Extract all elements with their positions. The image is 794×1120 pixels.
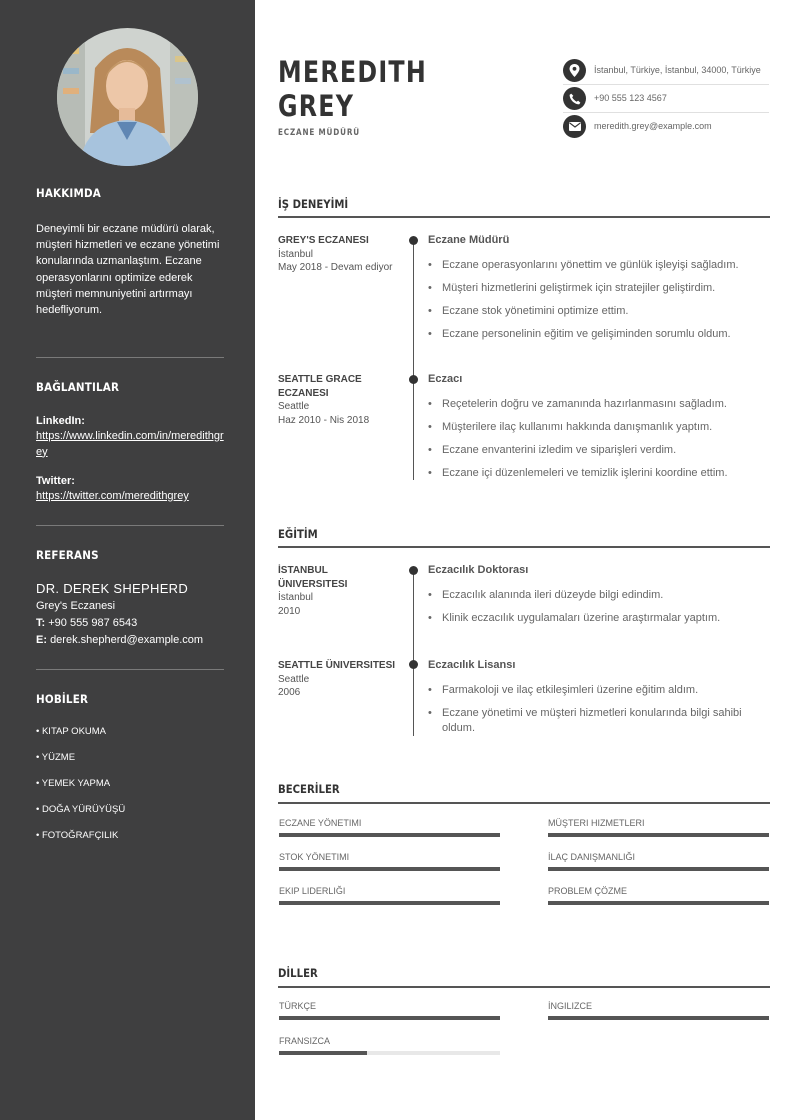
skill-bar — [548, 901, 769, 905]
divider — [563, 112, 769, 113]
language-name: İNGILIZCE — [548, 1001, 593, 1011]
phone-text: +90 555 123 4567 — [594, 93, 667, 103]
timeline-dot — [409, 236, 418, 245]
school-name: İSTANBUL ÜNIVERSITESI — [278, 565, 348, 590]
email-text[interactable]: meredith.grey@example.com — [594, 121, 712, 131]
skill-bar — [279, 867, 500, 871]
education-bullet: • Eczacılık alanında ileri düzeyde bilgi edindim. — [428, 588, 770, 603]
skill-item — [279, 852, 500, 871]
timeline-line — [413, 240, 414, 480]
language-name: TÜRKÇE — [279, 1001, 317, 1011]
section-rule — [278, 546, 770, 548]
education-bullet: • Eczane yönetimi ve müşteri hizmetleri konularında bilgi sahibi oldum. — [428, 706, 770, 736]
email-label: E: — [36, 634, 47, 646]
skill-bar-fill — [548, 833, 769, 837]
full-name — [278, 55, 427, 123]
skill-item — [279, 886, 500, 905]
school-year: 2010 — [278, 605, 301, 617]
skill-name: STOK YÖNETIMI — [279, 852, 350, 862]
reference-company: Grey's Eczanesi — [36, 600, 116, 612]
section-rule — [278, 802, 770, 804]
about-text: Deneyimli bir eczane müdürü olarak, müşteri hizmetleri ve eczane yönetimi konularında uzmanlaştım. Eczane operasyonlarını optimize ederek müşteri memnuniyetini artırmayı hedefliyorum. — [36, 223, 220, 317]
language-item — [279, 1036, 500, 1055]
reference-block — [36, 581, 224, 649]
language-bar-fill — [279, 1016, 500, 1020]
skill-name: EKIP LIDERLIĞI — [279, 886, 346, 896]
skills-heading: BECERİLER — [278, 782, 340, 796]
experience-org — [278, 234, 396, 275]
about-heading: HAKKIMDA — [36, 186, 101, 200]
about-section — [36, 186, 224, 200]
links-heading: BAĞLANTILAR — [36, 380, 120, 394]
timeline-dot — [409, 375, 418, 384]
reference-name: DR. DEREK SHEPHERD — [36, 581, 189, 596]
skill-bar-fill — [279, 867, 500, 871]
languages-heading: DİLLER — [278, 966, 318, 980]
degree-name: Eczacılık Lisansı — [428, 659, 516, 671]
job-bullet: • Eczane operasyonlarını yönettim ve günlük işleyişi sağladım. — [428, 258, 770, 273]
company-location: İstanbul — [278, 248, 314, 260]
twitter-link[interactable]: https://twitter.com/meredithgrey — [36, 490, 189, 502]
school-name: SEATTLE ÜNIVERSITESI — [278, 660, 396, 671]
job-bullet: • Müşteri hizmetlerini geliştirmek için stratejiler geliştirdim. — [428, 281, 770, 296]
education-heading: EĞİTİM — [278, 527, 318, 541]
hobbies-list — [36, 726, 224, 856]
job-bullet: • Eczane envanterini izledim ve siparişleri verdim. — [428, 443, 770, 458]
job-dates: May 2018 - Devam ediyor — [278, 262, 393, 273]
skill-bar — [279, 901, 500, 905]
sidebar — [0, 0, 255, 1120]
divider — [36, 669, 224, 670]
timeline-dot — [409, 566, 418, 575]
language-bar — [279, 1051, 500, 1055]
job-role: Eczacı — [428, 373, 463, 385]
envelope-icon — [563, 115, 586, 138]
contact-email — [563, 115, 769, 138]
section-rule — [278, 986, 770, 988]
hobby-item: • FOTOĞRAFÇILIK — [36, 830, 119, 841]
profile-photo — [57, 28, 198, 166]
reference-phone-value: +90 555 987 6543 — [48, 617, 138, 629]
hobby-item: • YÜZME — [36, 752, 76, 763]
link-twitter — [36, 475, 224, 505]
language-bar-fill — [279, 1051, 367, 1055]
address-text: İstanbul, Türkiye, İstanbul, 34000, Türkiye — [594, 65, 761, 75]
skill-name: MÜŞTERI HIZMETLERI — [548, 818, 645, 828]
section-rule — [278, 216, 770, 218]
first-name: MEREDITH — [278, 55, 428, 89]
language-bar — [279, 1016, 500, 1020]
job-dates: Haz 2010 - Nis 2018 — [278, 414, 370, 426]
skill-bar-fill — [548, 867, 769, 871]
skill-item — [548, 886, 769, 905]
contact-address — [563, 59, 769, 82]
phone-label: T: — [36, 617, 46, 629]
education-bullet: • Farmakoloji ve ilaç etkileşimleri üzerine eğitim aldım. — [428, 683, 770, 698]
divider — [563, 84, 769, 85]
company-name: SEATTLE GRACE ECZANESI — [278, 374, 362, 399]
degree-name: Eczacılık Doktorası — [428, 564, 529, 576]
skill-item — [279, 818, 500, 837]
skill-bar — [548, 833, 769, 837]
language-bar-fill — [548, 1016, 769, 1020]
skill-item — [548, 818, 769, 837]
job-bullet: • Eczane stok yönetimini optimize ettim. — [428, 304, 770, 319]
language-name: FRANSIZCA — [279, 1036, 331, 1046]
job-role: Eczane Müdürü — [428, 234, 510, 246]
education-org — [278, 659, 396, 700]
education-org — [278, 564, 396, 618]
link-label: Twitter: — [36, 475, 75, 487]
job-bullet: • Müşterilere ilaç kullanımı hakkında danışmanlık yaptım. — [428, 420, 770, 435]
hobbies-heading: HOBİLER — [36, 692, 89, 706]
skill-bar — [548, 867, 769, 871]
job-bullet: • Reçetelerin doğru ve zamanında hazırlanmasını sağladım. — [428, 397, 770, 412]
contact-phone — [563, 87, 769, 110]
reference-email — [36, 632, 224, 649]
reference-email-value: derek.shepherd@example.com — [50, 634, 204, 646]
skill-name: ECZANE YÖNETIMI — [279, 818, 362, 828]
company-name: GREY'S ECZANESI — [278, 235, 369, 246]
skill-bar — [279, 833, 500, 837]
hobby-item: • DOĞA YÜRÜYÜŞÜ — [36, 804, 126, 815]
link-label: LinkedIn: — [36, 415, 85, 427]
linkedin-link[interactable]: https://www.linkedin.com/in/meredithgrey — [36, 430, 224, 458]
company-location: Seattle — [278, 401, 310, 412]
school-year: 2006 — [278, 687, 301, 698]
language-item — [279, 1001, 500, 1020]
reference-phone — [36, 615, 224, 632]
reference-heading: REFERANS — [36, 548, 99, 562]
timeline-line — [413, 568, 414, 736]
skill-bar-fill — [548, 901, 769, 905]
skill-bar-fill — [279, 833, 500, 837]
job-title: ECZANE MÜDÜRÜ — [278, 128, 360, 138]
job-bullet: • Eczane personelinin eğitim ve gelişiminden sorumlu oldum. — [428, 327, 770, 342]
language-item — [548, 1001, 769, 1020]
education-bullet: • Klinik eczacılık uygulamaları üzerine araştırmalar yaptım. — [428, 611, 770, 626]
link-linkedin — [36, 415, 224, 460]
skill-name: İLAÇ DANIŞMANLIĞI — [548, 852, 636, 862]
school-location: İstanbul — [278, 592, 314, 603]
divider — [36, 525, 224, 526]
skill-name: PROBLEM ÇÖZME — [548, 886, 628, 896]
phone-icon — [563, 87, 586, 110]
hobby-item: • YEMEK YAPMA — [36, 778, 111, 789]
language-bar — [548, 1016, 769, 1020]
hobby-item: • KITAP OKUMA — [36, 726, 107, 737]
skill-item — [548, 852, 769, 871]
experience-org — [278, 373, 396, 427]
last-name: GREY — [278, 89, 355, 123]
school-location: Seattle — [278, 673, 310, 685]
skill-bar-fill — [279, 901, 500, 905]
experience-heading: İŞ DENEYİMİ — [278, 197, 349, 211]
job-bullet: • Eczane içi düzenlemeleri ve temizlik işlerini koordine ettim. — [428, 466, 770, 481]
location-pin-icon — [563, 59, 586, 82]
divider — [36, 357, 224, 358]
timeline-dot — [409, 660, 418, 669]
